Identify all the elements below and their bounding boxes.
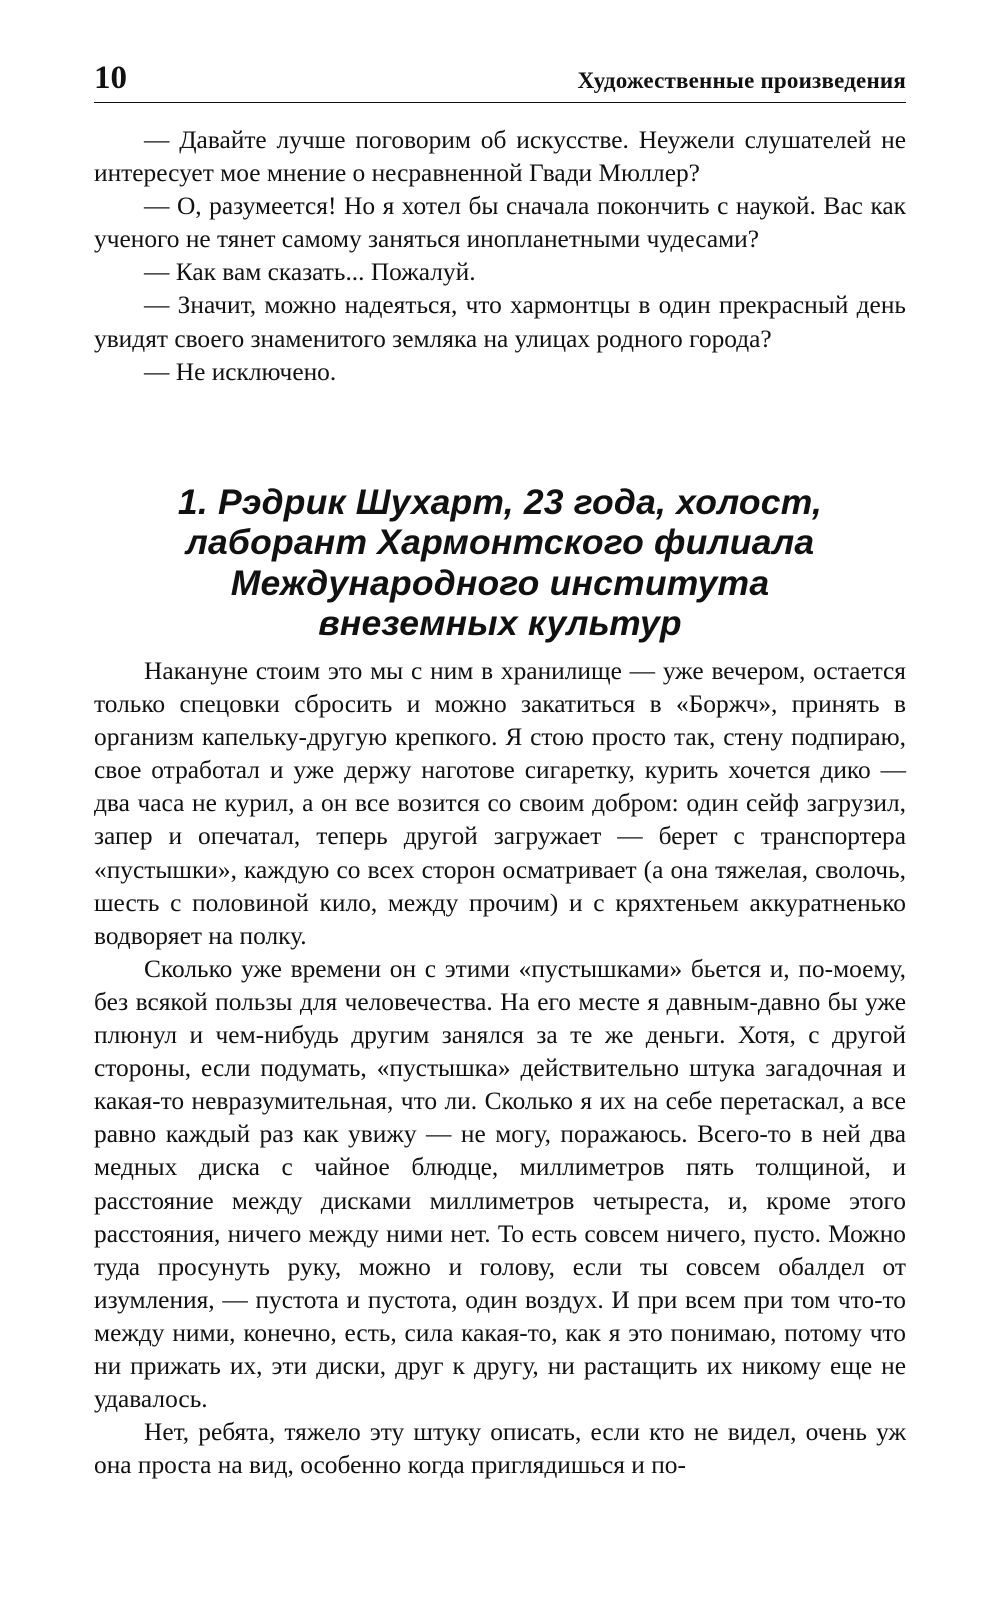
dialogue-line: — О, разумеется! Но я хотел бы сначала покончить с наукой. Вас как ученого не тянет самому заняться инопланетными чудесами? [94,192,906,254]
dialogue-block [94,124,906,389]
dialogue-line: — Не исключено. [144,357,337,386]
body-text [94,655,906,1482]
chapter-heading [104,482,896,644]
chapter-heading-line: лаборант Хармонтского филиала [185,522,815,563]
dialogue-line: — Значит, можно надеяться, что хармонтцы в один прекрасный день увидят своего знаменитого земляка на улицах родного города? [94,291,906,353]
chapter-heading-line: 1. Рэдрик Шухарт, 23 года, холост, [177,481,823,522]
running-header [94,58,906,103]
dialogue-line: — Давайте лучше поговорим об искусстве. Неужели слушателей не интересует мое мнение о несравненной Гвади Мюллер? [94,126,906,188]
dialogue-line: — Как вам сказать... Пожалуй. [144,258,476,287]
chapter-heading-line: Международного института [230,562,770,603]
body-paragraph: Нет, ребята, тяжело эту штуку описать, если кто не видел, очень уж она проста на вид, особенно когда приглядишься и по- [94,1418,906,1480]
page-number: 10 [94,60,127,96]
chapter-heading-line: внеземных культур [318,603,682,644]
body-paragraph: Накануне стоим это мы с ним в хранилище — уже вечером, остается только спецовки сбросить и можно закатиться в «Боржч», принять в организм капельку-другую крепкого. Я стою просто так, стену подпираю, свое отработал и уже держу наготове сигаретку, курить хочется дико — два часа не курил, а он все возится со своим добром: один сейф загрузил, запер и опечатал, теперь другой загружает — берет с транспортера «пустышки», каждую со всех сторон осматривает (а она тяжелая, сволочь, шесть с половиной кило, между прочим) и с кряхтеньем аккуратненько водворяет на полку. [94,657,906,950]
body-paragraph: Сколько уже времени он с этими «пустышками» бьется и, по-моему, без всякой пользы для человечества. На его месте я давным-давно бы уже плюнул и чем-нибудь другим занялся за те же деньги. Хотя, с другой стороны, если подумать, «пустышка» действительно штука загадочная и какая-то невразумительная, что ли. Сколько я их на себе перетаскал, а все равно каждый раз как увижу — не могу, поражаюсь. Всего-то в ней два медных диска с чайное блюдце, миллиметров пять толщиной, и расстояние между дисками миллиметров четыреста, и, кроме этого расстояния, ничего между ними нет. То есть совсем ничего, пусто. Можно туда просунуть руку, можно и голову, если ты совсем обалдел от изумления, — пустота и пустота, один воздух. И при всем при том что-то между ними, конечно, есть, сила какая-то, как я это понимаю, потому что ни прижать их, эти диски, друг к другу, ни растащить их никому еще не удавалось. [94,954,906,1414]
section-title: Художественные произведения [577,68,906,93]
